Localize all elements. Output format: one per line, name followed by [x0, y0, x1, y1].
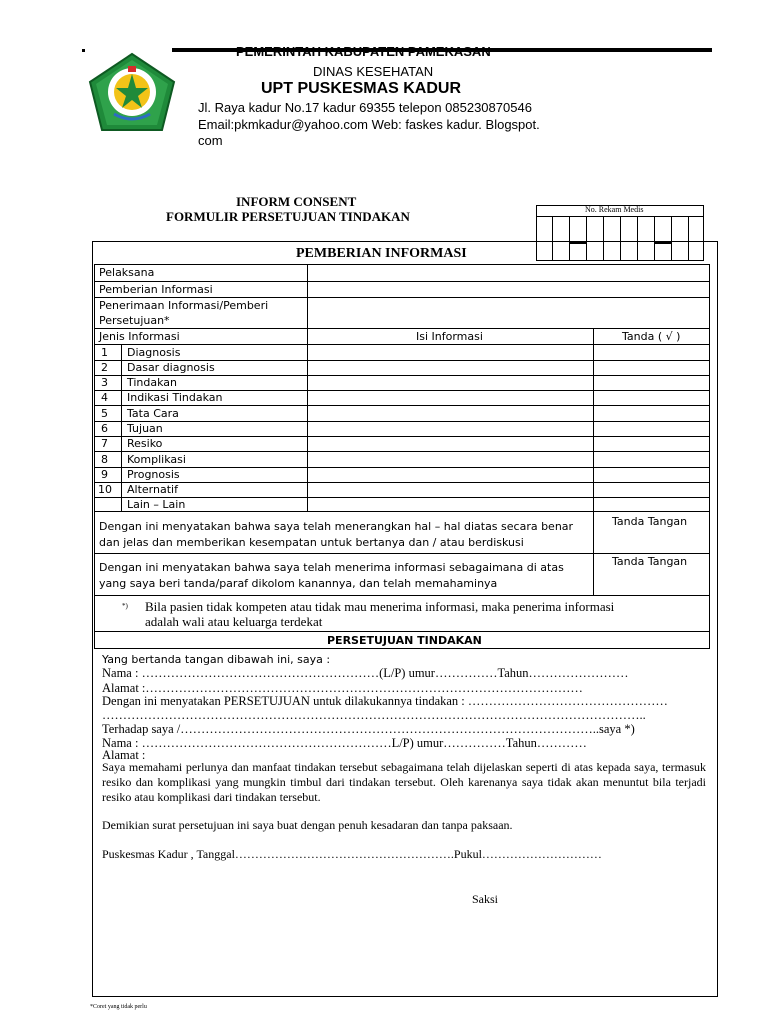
row-divider — [94, 344, 710, 345]
label-penerimaan-informasi: Penerimaan Informasi/Pemberi — [99, 299, 269, 312]
statement-1-line2: dan jelas dan memberikan kesempatan untuk bertanya dan / atau berdiskusi — [99, 536, 524, 549]
row-divider — [94, 436, 710, 437]
consent-paragraph: Saya memahami perlunya dan manfaat tindakan tersebut sebagaimana telah dijelaskan seperti di atas kepada saya, termasuk resiko dan komplikasi yang mungkin timbul dari tindakan tersebut. Oleh karenanya saya tidak akan menuntut bila terjadi resiko atau komplikasi dari tindakan tersebut. — [102, 760, 706, 804]
item-label: Dasar diagnosis — [127, 361, 215, 374]
item-label: Tindakan — [127, 376, 178, 389]
statement-2-line1: Dengan ini menyatakan bahwa saya telah menerima informasi sebagaimana di atas — [99, 561, 564, 574]
item-label: Alternatif — [127, 483, 178, 496]
consent-declaration: Demikian surat persetujuan ini saya buat dengan penuh kesadaran dan tanpa paksaan. — [102, 818, 513, 832]
header-contact-cont: com — [198, 133, 223, 148]
footnote: *Coret yang tidak perlu — [90, 1004, 147, 1010]
form-subtitle: FORMULIR PERSETUJUAN TINDAKAN — [166, 209, 410, 224]
label-pelaksana: Pelaksana — [99, 266, 155, 279]
tanda-tangan-label-2: Tanda Tangan — [612, 555, 688, 568]
note-line2: adalah wali atau keluarga terdekat — [145, 614, 323, 629]
statement-2-line2: yang saya beri tanda/paraf dikolom kanannya, dan telah memahaminya — [99, 577, 498, 590]
item-label: Lain – Lain — [127, 498, 186, 511]
item-number: 10 — [98, 483, 112, 496]
item-label: Tujuan — [127, 422, 163, 435]
row-divider — [94, 405, 710, 406]
signature-field-2[interactable] — [595, 570, 708, 594]
pemberian-informasi-field[interactable] — [309, 283, 708, 296]
header-government: PEMERINTAH KABUPATEN PAMEKASAN — [236, 44, 491, 59]
row-divider — [94, 375, 710, 376]
header-department: DINAS KESEHATAN — [313, 64, 434, 79]
info-section-title: PEMBERIAN INFORMASI — [296, 246, 467, 261]
item-number: 9 — [101, 468, 108, 481]
consent-date-line[interactable]: Puskesmas Kadur , Tanggal……………………………………………….Pukul………………………… — [102, 847, 602, 861]
consent-terhadap-line[interactable]: Terhadap saya /………………………………………………………………………………………..saya *) — [102, 722, 635, 736]
consent-intro: Yang bertanda tangan dibawah ini, saya : — [102, 653, 331, 666]
row-divider — [94, 482, 710, 483]
rekam-medis-label: No. Rekam Medis — [585, 205, 644, 214]
item-label: Tata Cara — [127, 407, 179, 420]
signature-field-1[interactable] — [595, 530, 708, 552]
row-divider — [94, 451, 710, 452]
item-number: 6 — [101, 422, 108, 435]
item-number: 5 — [101, 407, 108, 420]
statement-1-line1: Dengan ini menyatakan bahwa saya telah menerangkan hal – hal diatas secara benar — [99, 520, 574, 533]
item-number: 3 — [101, 376, 108, 389]
pelaksana-field[interactable] — [309, 266, 708, 280]
puskesmas-logo — [86, 52, 178, 132]
header-title: UPT PUSKESMAS KADUR — [261, 80, 462, 97]
consent-tindakan-line[interactable]: Dengan ini menyatakan PERSETUJUAN untuk dilakukannya tindakan : ………………………………………… — [102, 694, 668, 708]
col-header-isi: Isi Informasi — [416, 330, 483, 343]
col-divider-tanda — [593, 328, 594, 512]
consent-nama2-line[interactable]: Nama : ……………………………………………………L/P) umur……………Tahun………… — [102, 736, 587, 750]
col-divider-number — [121, 344, 122, 512]
row-divider — [94, 467, 710, 468]
form-title: INFORM CONSENT — [236, 194, 357, 209]
col-header-tanda: Tanda ( √ ) — [622, 330, 681, 343]
header-address: Jl. Raya kadur No.17 kadur 69355 telepon 085230870546 — [198, 100, 532, 115]
col-divider-label — [307, 264, 308, 512]
row-divider — [94, 497, 710, 498]
label-persetujuan: Persetujuan* — [99, 314, 170, 327]
item-label: Indikasi Tindakan — [127, 391, 223, 404]
row-divider — [94, 328, 710, 329]
item-number: 8 — [101, 453, 108, 466]
item-number: 7 — [101, 437, 108, 450]
consent-nama-line[interactable]: Nama : …………………………………………………(L/P) umur……………Tahun…………………… — [102, 666, 629, 680]
item-label: Resiko — [127, 437, 163, 450]
item-number: 4 — [101, 391, 108, 404]
penerimaan-informasi-field[interactable] — [309, 299, 708, 327]
consent-alamat-line[interactable]: Alamat :…………………………………………………………………………………………… — [102, 681, 583, 695]
item-number: 2 — [101, 361, 108, 374]
label-pemberian-informasi: Pemberian Informasi — [99, 283, 213, 296]
tanda-tangan-label-1: Tanda Tangan — [612, 515, 688, 528]
note-line1: Bila pasien tidak kompeten atau tidak mau menerima informasi, maka penerima informasi — [145, 599, 615, 614]
item-number: 1 — [101, 346, 108, 359]
item-label: Prognosis — [127, 468, 180, 481]
consent-dotted-line[interactable]: ………………………………………………………………………………………………………………….. — [102, 708, 646, 722]
consent-section-title: PERSETUJUAN TINDAKAN — [327, 634, 482, 647]
witness-label: Saksi — [472, 892, 499, 906]
consent-alamat2-line[interactable]: Alamat : — [102, 748, 146, 762]
corner-mark — [82, 49, 85, 52]
row-divider — [94, 281, 710, 282]
item-label: Diagnosis — [127, 346, 181, 359]
row-divider — [94, 421, 710, 422]
row-divider — [94, 297, 710, 298]
item-label: Komplikasi — [127, 453, 186, 466]
col-header-jenis: Jenis Informasi — [99, 330, 180, 343]
header-contact: Email:pkmkadur@yahoo.com Web: faskes kadur. Blogspot. — [198, 117, 540, 132]
note-marker: *) — [122, 602, 128, 610]
